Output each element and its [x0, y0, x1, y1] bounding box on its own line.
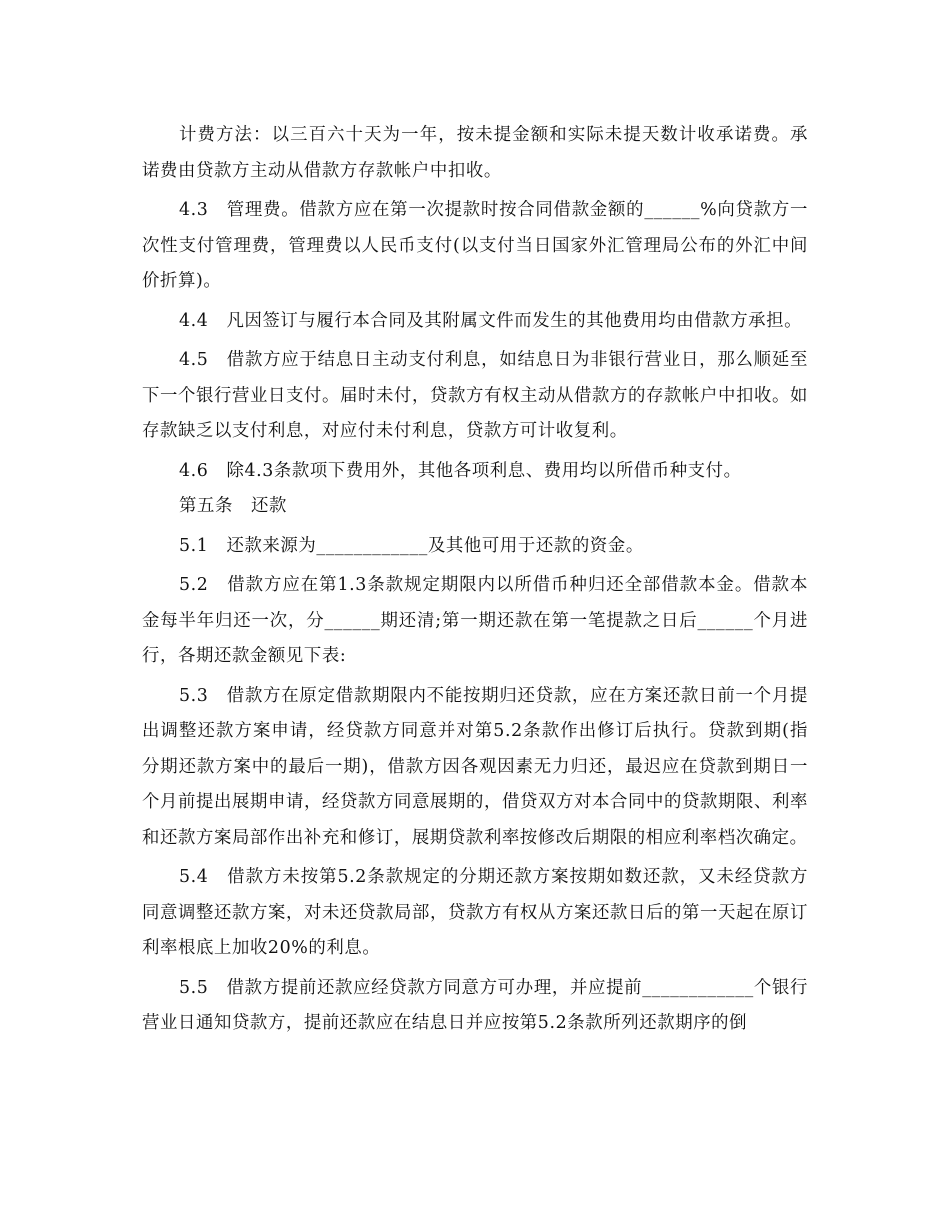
paragraph-4-5: 4.5 借款方应于结息日主动支付利息，如结息日为非银行营业日，那么顺延至下一个银行营业日支付。届时未付，贷款方有权主动从借款方的存款帐户中扣收。如存款缺乏以支付利息，对应付未付利息，贷款方可计收复利。 [142, 350, 808, 441]
paragraph-5-5: 5.5 借款方提前还款应经贷款方同意方可办理，并应提前____________个银行营业日通知贷款方，提前还款应在结息日并应按第5.2条款所列还款期序的倒 [142, 977, 808, 1033]
paragraph-4-3: 4.3 管理费。借款方应在第一次提款时按合同借款金额的______%向贷款方一次性支付管理费，管理费以人民币支付(以支付当日国家外汇管理局公布的外汇中间价折算)。 [142, 200, 808, 291]
paragraph-4-4: 4.4 凡因签订与履行本合同及其附属文件而发生的其他费用均由借款方承担。 [179, 310, 803, 331]
section-heading-article-5: 第五条 还款 [179, 496, 287, 516]
paragraph-4-6: 4.6 除4.3条款项下费用外，其他各项利息、费用均以所借币种支付。 [179, 460, 742, 481]
document-body [142, 118, 808, 1042]
paragraph-5-4: 5.4 借款方未按第5.2条款规定的分期还款方案按期如数还款，又未经贷款方同意调整还款方案，对未还贷款局部，贷款方有权从方案还款日后的第一天起在原订利率根底上加收20%的利息。 [142, 867, 808, 958]
paragraph-5-3: 5.3 借款方在原定借款期限内不能按期归还贷款，应在方案还款日前一个月提出调整还款方案申请，经贷款方同意并对第5.2条款作出修订后执行。贷款到期(指分期还款方案中的最后一期)，借款方因各观因素无力归还，最迟应在贷款到期日一个月前提出展期申请，经贷款方同意展期的，借贷双方对本合同中的贷款期限、利率和还款方案局部作出补充和修订，展期贷款利率按修改后期限的相应利率档次确定。 [142, 685, 808, 848]
paragraph-5-2: 5.2 借款方应在第1.3条款规定期限内以所借币种归还全部借款本金。借款本金每半年归还一次，分______期还清;第一期还款在第一笔提款之日后______个月进行，各期还款金额见下表: [142, 575, 808, 666]
paragraph-5-1: 5.1 还款来源为____________及其他可用于还款的资金。 [179, 535, 644, 556]
paragraph-fee-method: 计费方法：以三百六十天为一年，按未提金额和实际未提天数计收承诺费。承诺费由贷款方主动从借款方存款帐户中扣收。 [142, 125, 808, 181]
